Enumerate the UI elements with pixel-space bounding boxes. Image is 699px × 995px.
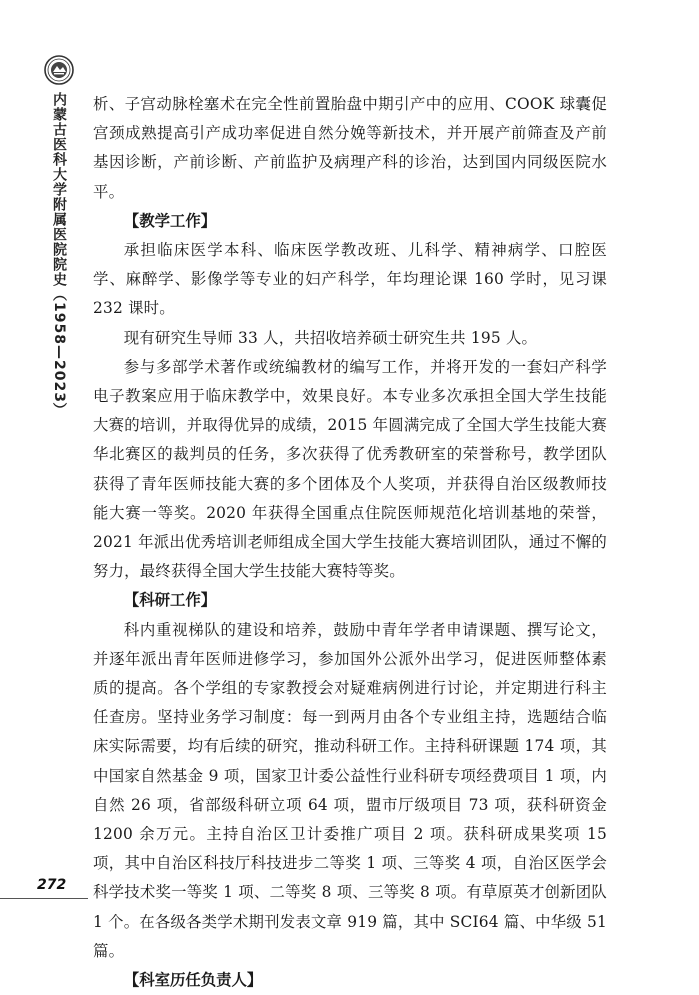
paragraph: 科内重视梯队的建设和培养，鼓励中青年学者申请课题、撰写论文，并逐年派出青年医师进修学习，参加国外公派外出学习，促进医师整体素质的提高。各个学组的专家教授会对疑难病例进行讨论，并定期进行科主任查房。坚持业务学习制度：每一到两月由各个专业组主持，选题结合临床实际需要，均有后续的研究，推动科研工作。主持科研课题 174 项，其中国家自然基金 9 项，国家卫计委公益性行业科研专项经费项目 1 项，内自然 26 项，省部级科研立项 64 项，盟市厅级项目 73 项，获科研资金 1200 余万元。主持自治区卫计委推广项目 2 项。获科研成果奖项 15 项，其中自治区科技厅科技进步二等奖 1 项、三等奖 4 项，自治区医学会科学技术奖一等奖 1 项、二等奖 8 项、三等奖 8 项。有草原英才创新团队 1 个。在各级各类学术期刊发表文章 919 篇，其中 SCI64 篇、中华级 51 篇。 <box>93 620 607 960</box>
page-number-rule <box>0 898 88 899</box>
paragraph-continued: 析、子宫动脉栓塞术在完全性前置胎盘中期引产中的应用、COOK 球囊促宫颈成熟提高引产成功率促进自然分娩等新技术，并开展产前筛查及产前基因诊断，产前诊断、产前监护及病理产科的诊治，达到国内同级医院水平。 <box>93 95 607 201</box>
paragraph: 现有研究生导师 33 人，共招收培养硕士研究生共 195 人。 <box>123 328 538 347</box>
section-heading-department-heads: 【科室历任负责人】 <box>123 971 263 990</box>
paragraph: 承担临床医学本科、临床医学教改班、儿科学、精神病学、口腔医学、麻醉学、影像学等专业的妇产科学，年均理论课 160 学时，见习课 232 课时。 <box>93 241 607 318</box>
page-content <box>93 90 607 995</box>
hospital-emblem-icon <box>44 55 74 85</box>
page-number: 272 <box>37 877 67 893</box>
book-title: 内蒙古医科大学附属医院院史（1958—2023） <box>51 92 67 418</box>
paragraph: 参与多部学术著作或统编教材的编写工作，并将开发的一套妇产科学电子教案应用于临床教学中，效果良好。本专业多次承担全国大学生技能大赛的培训，并取得优异的成绩，2015 年圆满完成了全国大学生技能大赛华北赛区的裁判员的任务，多次获得了优秀教研室的荣誉称号，教学团队获得了青年医师技能大赛的多个团体及个人奖项，并获得自治区级教师技能大赛一等奖。2020 年获得全国重点住院医师规范化培训基地的荣誉，2021 年派出优秀培训老师组成全国大学生技能大赛培训团队，通过不懈的努力，最终获得全国大学生技能大赛特等奖。 <box>93 357 607 581</box>
section-heading-research: 【科研工作】 <box>123 591 217 610</box>
section-heading-teaching: 【教学工作】 <box>123 211 217 230</box>
